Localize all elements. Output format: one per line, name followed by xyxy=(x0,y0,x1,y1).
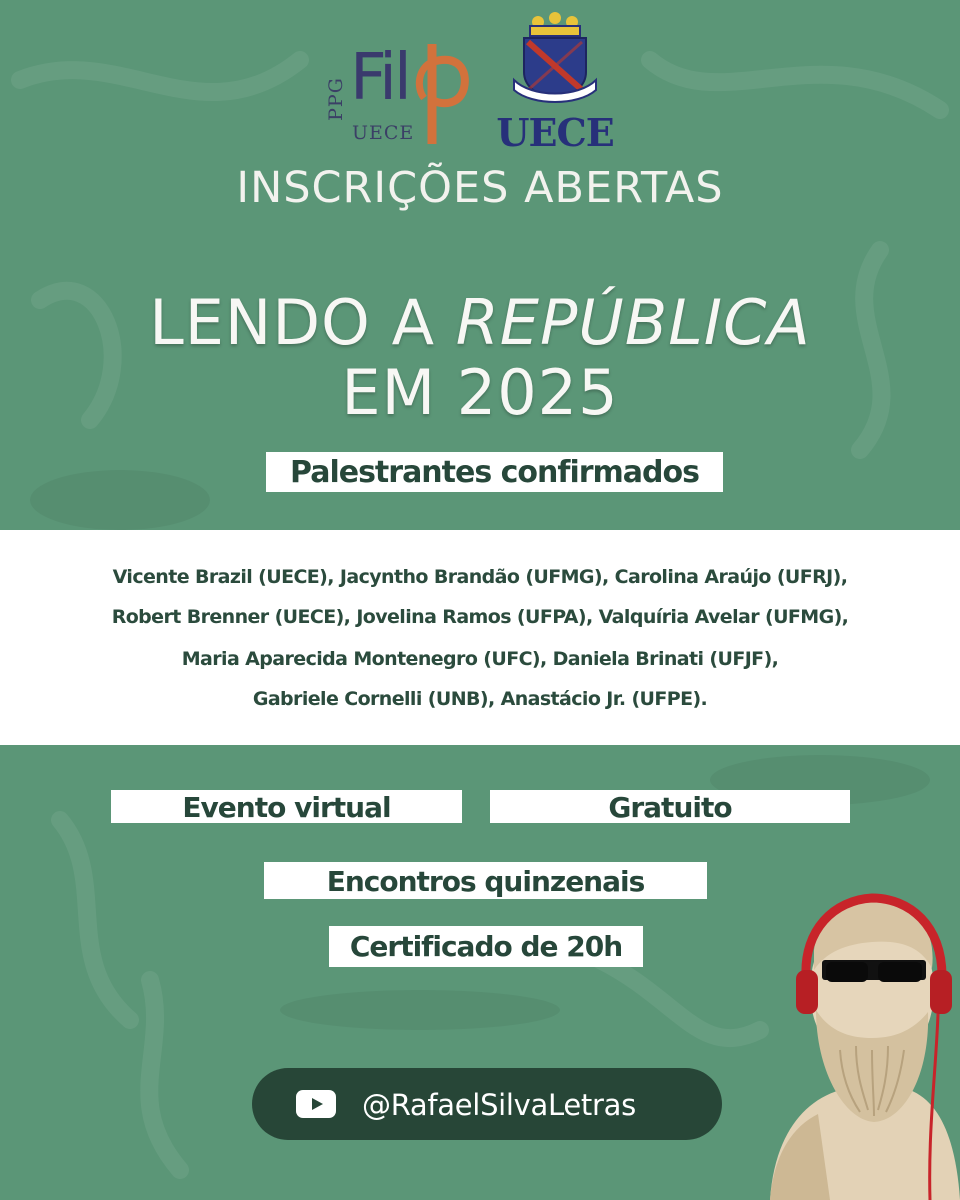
youtube-icon xyxy=(296,1090,336,1118)
speaker-line: Gabriele Cornelli (UNB), Anastácio Jr. (UFPE). xyxy=(252,688,708,710)
uece-logo xyxy=(492,10,618,155)
event-title-line-2: EM 2025 xyxy=(341,356,619,429)
free-tag: Gratuito xyxy=(490,790,850,823)
logo-uece-small-text: UECE xyxy=(352,122,415,144)
phi-symbol-icon xyxy=(410,40,470,150)
title-italic-word: REPÚBLICA xyxy=(455,286,811,359)
channel-handle: @RafaelSilvaLetras xyxy=(362,1088,636,1122)
registration-open-heading: INSCRIÇÕES ABERTAS xyxy=(236,163,724,213)
youtube-channel-pill[interactable] xyxy=(252,1068,722,1140)
speakers-band xyxy=(0,530,960,745)
virtual-event-tag: Evento virtual xyxy=(111,790,462,823)
logo-fil-text: Fil xyxy=(350,41,409,115)
speaker-line: Robert Brenner (UECE), Jovelina Ramos (UFPA), Valquíria Avelar (UFMG), xyxy=(111,606,849,628)
ppg-filo-logo xyxy=(322,40,472,150)
uece-wordmark: UECE xyxy=(496,110,614,155)
uece-coat-of-arms-icon xyxy=(492,10,618,110)
frequency-tag: Encontros quinzenais xyxy=(264,862,707,899)
speakers-label: Palestrantes confirmados xyxy=(266,452,723,492)
plato-bust-with-headphones-image xyxy=(760,890,960,1200)
title-prefix: LENDO A xyxy=(149,286,456,359)
logo-ppg-text: PPG xyxy=(324,77,347,121)
speaker-line: Vicente Brazil (UECE), Jacyntho Brandão (UFMG), Carolina Araújo (UFRJ), xyxy=(112,566,848,588)
certificate-tag: Certificado de 20h xyxy=(329,926,643,967)
speaker-line: Maria Aparecida Montenegro (UFC), Daniela Brinati (UFJF), xyxy=(181,648,779,670)
event-title-line-1 xyxy=(0,286,960,359)
